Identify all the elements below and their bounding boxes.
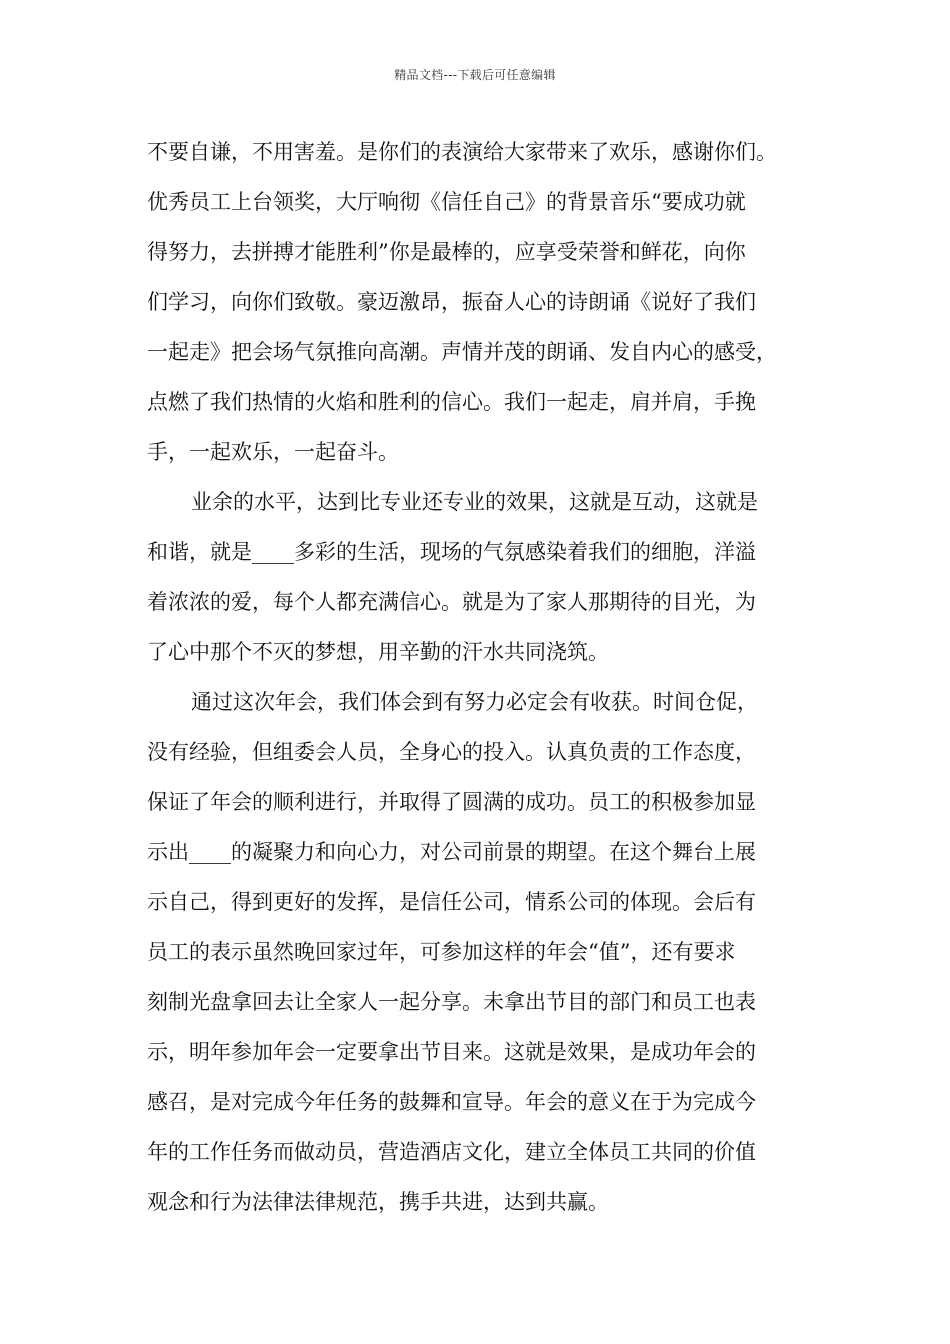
text-line: 年的工作任务而做动员，营造酒店文化，建立全体员工共同的价值 (147, 1140, 756, 1164)
text-line: 手，一起欢乐，一起奋斗。 (147, 440, 399, 464)
text-line: 示自己，得到更好的发挥，是信任公司，情系公司的体现。会后有 (147, 890, 756, 914)
text-line: 和谐，就是____多彩的生活，现场的气氛感染着我们的细胞，洋溢 (147, 540, 756, 564)
text-line: 示，明年参加年会一定要拿出节目来。这就是效果，是成功年会的 (147, 1040, 756, 1064)
page-header: 精品文档---下载后可任意编辑 (394, 68, 556, 82)
text-line: 了心中那个不灭的梦想，用辛勤的汗水共同浇筑。 (147, 640, 609, 664)
text-line: 员工的表示虽然晚回家过年，可参加这样的年会“值”，还有要求 (147, 940, 736, 964)
text-line: 保证了年会的顺利进行，并取得了圆满的成功。员工的积极参加显 (147, 790, 756, 814)
body-text (147, 133, 817, 1233)
text-line: 观念和行为法律法律规范，携手共进，达到共赢。 (147, 1190, 609, 1214)
paragraph-start-line: 通过这次年会，我们体会到有努力必定会有收获。时间仓促， (191, 690, 758, 714)
paragraph-start-line: 业余的水平，达到比专业还专业的效果，这就是互动，这就是 (191, 490, 758, 514)
text-line: 不要自谦，不用害羞。是你们的表演给大家带来了欢乐，感谢你们。 (147, 140, 777, 164)
text-line: 感召，是对完成今年任务的鼓舞和宣导。年会的意义在于为完成今 (147, 1090, 756, 1114)
text-line: 着浓浓的爱，每个人都充满信心。就是为了家人那期待的目光，为 (147, 590, 756, 614)
text-line: 得努力，去拼搏才能胜利”你是最棒的，应享受荣誉和鲜花，向你 (147, 240, 746, 264)
text-line: 示出____的凝聚力和向心力，对公司前景的期望。在这个舞台上展 (147, 840, 756, 864)
text-line: 刻制光盘拿回去让全家人一起分享。未拿出节目的部门和员工也表 (147, 990, 756, 1014)
text-line: 们学习，向你们致敬。豪迈激昂，振奋人心的诗朗诵《说好了我们 (147, 290, 756, 314)
text-line: 没有经验，但组委会人员，全身心的投入。认真负责的工作态度， (147, 740, 756, 764)
text-line: 点燃了我们热情的火焰和胜利的信心。我们一起走，肩并肩，手挽 (147, 390, 756, 414)
text-line: 优秀员工上台领奖，大厅响彻《信任自己》的背景音乐“要成功就 (147, 190, 746, 214)
text-line: 一起走》把会场气氛推向高潮。声情并茂的朗诵、发自内心的感受， (147, 340, 777, 364)
